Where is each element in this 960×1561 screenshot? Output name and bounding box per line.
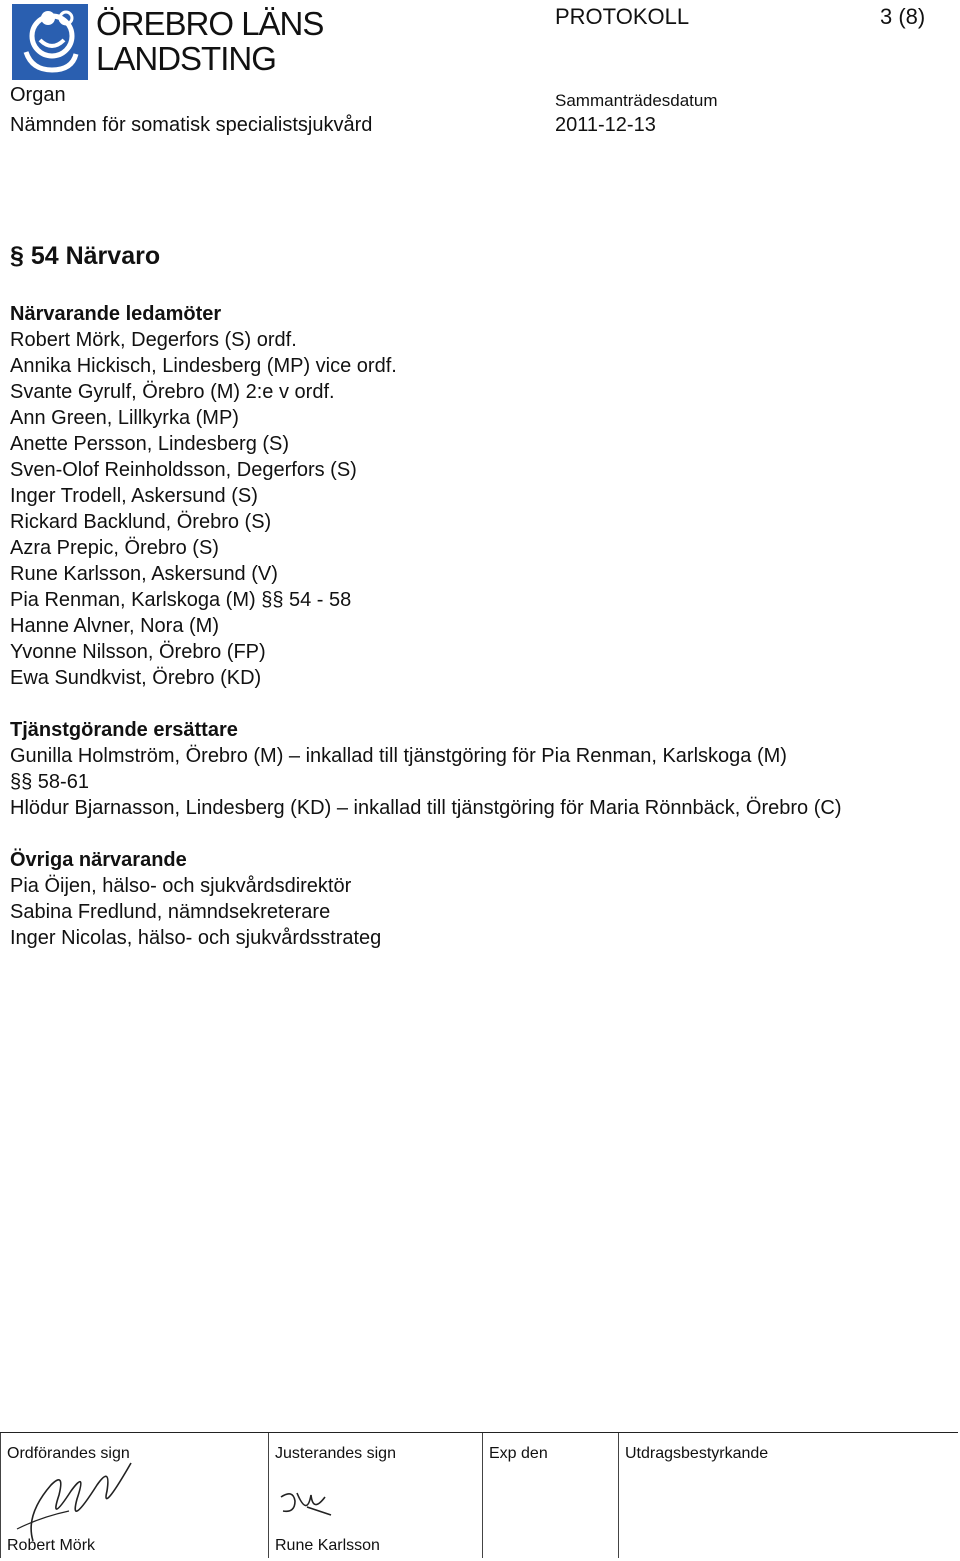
organization-name-line2: LANDSTING: [96, 40, 276, 77]
others-list: [10, 847, 381, 951]
chair-signature-cell: [0, 1433, 269, 1558]
list-item: Inger Trodell, Askersund (S): [10, 485, 258, 507]
list-item: Annika Hickisch, Lindesberg (MP) vice ordf.: [10, 355, 397, 377]
organ-value: Nämnden för somatisk specialistsjukvård: [10, 114, 373, 136]
organization-name-line1: ÖREBRO LÄNS: [96, 5, 324, 42]
list-item: Sven-Olof Reinholdsson, Degerfors (S): [10, 459, 357, 481]
extract-cert-cell: [618, 1433, 959, 1558]
list-item: Pia Renman, Karlskoga (M) §§ 54 - 58: [10, 589, 352, 611]
chair-sign-label: Ordförandes sign: [7, 1445, 130, 1462]
adjuster-signature-cell: [268, 1433, 483, 1558]
list-item: Yvonne Nilsson, Örebro (FP): [10, 641, 266, 663]
list-item: Pia Öijen, hälso- och sjukvårdsdirektör: [10, 875, 352, 897]
list-item: Hanne Alvner, Nora (M): [10, 615, 219, 637]
meeting-date-label: Sammanträdesdatum: [555, 91, 718, 110]
substitutes-heading: Tjänstgörande ersättare: [10, 719, 238, 741]
organ-label: Organ: [10, 84, 66, 106]
list-item: Azra Prepic, Örebro (S): [10, 537, 219, 559]
substitutes-list: [10, 717, 841, 821]
meeting-date-value: 2011-12-13: [555, 114, 656, 136]
members-list: [10, 301, 397, 691]
members-heading: Närvarande ledamöter: [10, 303, 222, 325]
chair-signature-scribble-icon: [11, 1455, 141, 1547]
chair-name: Robert Mörk: [7, 1537, 96, 1554]
list-item: Hlödur Bjarnasson, Lindesberg (KD) – inkallad till tjänstgöring för Maria Rönnbäck, Örebro (C): [10, 797, 842, 819]
list-item: Rickard Backlund, Örebro (S): [10, 511, 272, 533]
list-item: Sabina Fredlund, nämndsekreterare: [10, 901, 331, 923]
list-item: Rune Karlsson, Askersund (V): [10, 563, 278, 585]
list-item: §§ 58-61: [10, 771, 89, 793]
exp-date-cell: [482, 1433, 619, 1558]
list-item: Ann Green, Lillkyrka (MP): [10, 407, 239, 429]
adjuster-sign-label: Justerandes sign: [275, 1445, 396, 1462]
page-number: 3 (8): [880, 4, 926, 29]
document-type: PROTOKOLL: [555, 4, 690, 29]
adjuster-name: Rune Karlsson: [275, 1537, 380, 1554]
landsting-logo-icon: [12, 4, 88, 80]
list-item: Svante Gyrulf, Örebro (M) 2:e v ordf.: [10, 381, 335, 403]
signature-table: [0, 1432, 958, 1558]
exp-date-label: Exp den: [489, 1445, 548, 1462]
others-heading: Övriga närvarande: [10, 849, 187, 871]
adjuster-signature-scribble-icon: [277, 1487, 337, 1523]
list-item: Inger Nicolas, hälso- och sjukvårdsstrateg: [10, 927, 382, 949]
organization-name: [96, 6, 323, 76]
list-item: Ewa Sundkvist, Örebro (KD): [10, 667, 262, 689]
list-item: Robert Mörk, Degerfors (S) ordf.: [10, 329, 297, 351]
section-title: § 54 Närvaro: [10, 242, 161, 270]
list-item: Gunilla Holmström, Örebro (M) – inkallad till tjänstgöring för Pia Renman, Karlskoga (M): [10, 745, 787, 767]
extract-cert-label: Utdragsbestyrkande: [625, 1445, 769, 1462]
list-item: Anette Persson, Lindesberg (S): [10, 433, 290, 455]
